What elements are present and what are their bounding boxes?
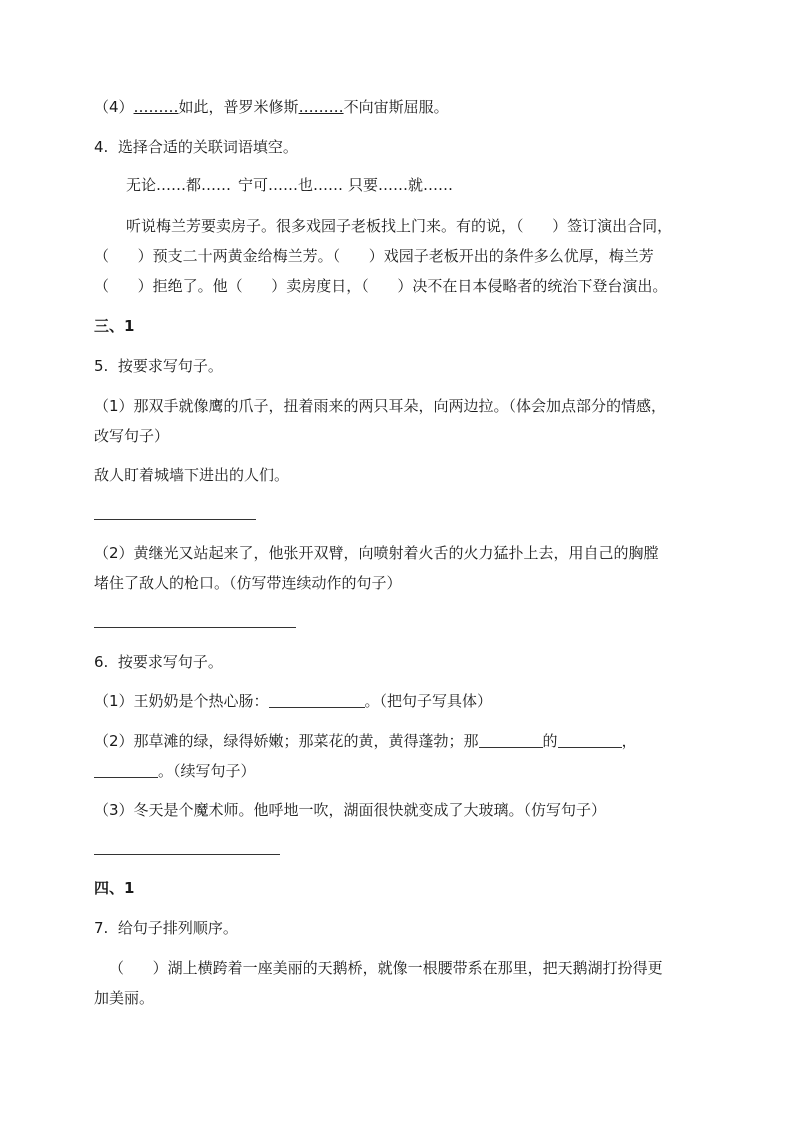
q6-item2-de: 的 [542,732,558,750]
q4-option-2: 宁可……也…… [238,176,344,194]
q6-item2-blank-2[interactable] [558,731,622,748]
q4-option-1: 无论……都…… [126,176,232,194]
q4-paragraph-line-2: （ ）预支二十两黄金给梅兰芳。（ ）戏园子老板开出的条件多么优厚，梅兰芳 [94,247,654,265]
q6-item2-line-2 [94,761,256,781]
q6-item2-prefix: （2）那草滩的绿，绿得娇嫩；那菜花的黄，黄得蓬勃；那 [94,732,479,750]
q6-item2-comma: ， [621,732,637,750]
q6-item2-blank-3[interactable] [94,761,158,778]
q7-item-line-2: 加美丽。 [94,989,155,1007]
q5-item1-line-1: （1）那双手就像鹰的爪子，扭着雨来的两只耳朵，向两边拉。（体会加点部分的情感， [94,397,667,415]
q5-item1-given-sentence: 敌人盯着城墙下进出的人们。 [94,466,290,484]
q5-item1-answer-line[interactable] [94,519,256,520]
q5-item2-answer-line[interactable] [94,627,296,628]
section-heading-4: 四、1 [94,879,135,897]
q7-title: 7. 给句子排列顺序。 [94,919,238,937]
q7-item-line-1: （ ）湖上横跨着一座美丽的天鹅桥，就像一根腰带系在那里，把天鹅湖打扮得更 [109,959,663,977]
q4-paragraph-line-1: 听说梅兰芳要卖房子。很多戏园子老板找上门来。有的说，（ ）签订演出合同， [126,217,673,235]
item-text-tail: 不向宙斯屈服。 [343,98,449,116]
section-heading-3: 三、1 [94,317,135,335]
dot-emphasis-2: ……… [298,98,344,116]
item-text: 如此，普罗米修斯 [178,98,299,116]
q4-paragraph-line-3: （ ）拒绝了。他（ ）卖房度日，（ ）决不在日本侵略者的统治下登台演出。 [94,277,668,295]
q6-item2-suffix: 。（续写句子） [158,762,256,780]
q6-item3: （3）冬天是个魔术师。他呼地一吹，湖面很快就变成了大玻璃。（仿写句子） [94,801,607,819]
q6-item1-blank[interactable] [269,691,365,708]
dot-emphasis-1: ……… [133,98,179,116]
q5-title: 5. 按要求写句子。 [94,357,223,375]
q5-item2-line-1: （2）黄继光又站起来了，他张开双臂，向喷射着火舌的火力猛扑上去，用自己的胸膛 [94,544,659,562]
q4-option-3: 只要……就…… [348,176,454,194]
q6-item1-prefix: （1）王奶奶是个热心肠： [94,692,269,710]
q3-item4 [94,97,449,117]
q6-item3-answer-line[interactable] [94,854,280,855]
q6-item1 [94,691,492,711]
q6-item1-suffix: 。（把句子写具体） [364,692,493,710]
q5-item2-line-2: 堵住了敌人的枪口。（仿写带连续动作的句子） [94,574,402,592]
q4-title: 4. 选择合适的关联词语填空。 [94,138,298,156]
q6-item2-line-1 [94,731,637,751]
q6-item2-blank-1[interactable] [479,731,543,748]
item-number: （4） [94,98,134,116]
q6-title: 6. 按要求写句子。 [94,653,223,671]
q5-item1-line-2: 改写句子） [94,427,170,445]
